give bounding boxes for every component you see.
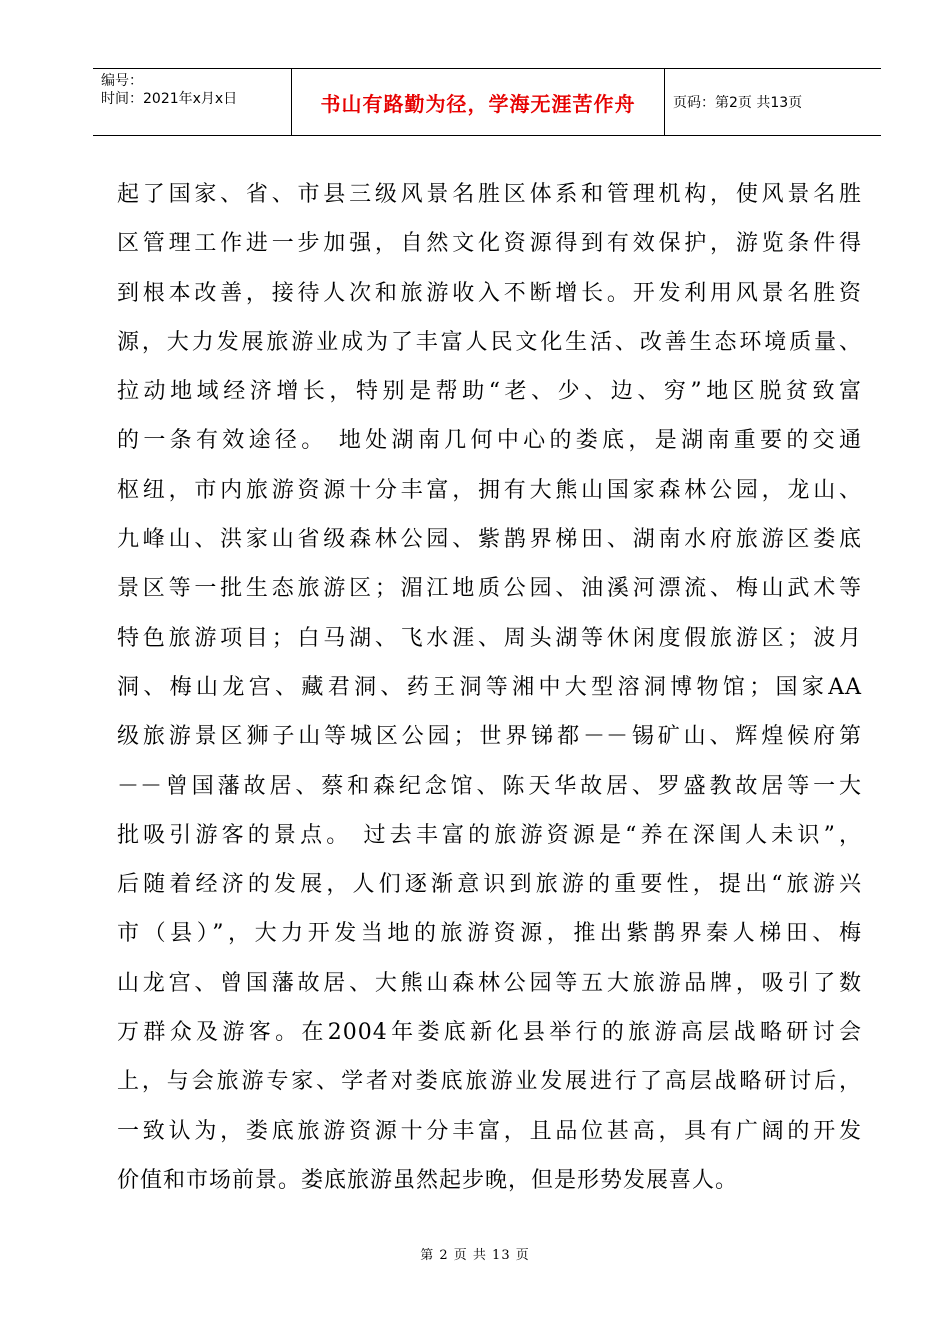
body-line: 价值和市场前景。娄底旅游虽然起步晚，但是形势发展喜人。 [117,1167,739,1193]
page-header [93,68,881,136]
body-line: 一致认为，娄底旅游资源十分丰富，且品位甚高，具有广阔的开发 [117,1118,862,1144]
header-page-info: 页码：第2页 共13页 [673,95,803,111]
body-line: 枢纽，市内旅游资源十分丰富，拥有大熊山国家森林公园，龙山、 [117,477,862,503]
body-line: 拉动地域经济增长，特别是帮助“老、少、边、穷”地区脱贫致富 [117,379,862,405]
body-line: 上，与会旅游专家、学者对娄底旅游业发展进行了高层战略研讨后， [117,1069,862,1095]
body-line: 起了国家、省、市县三级风景名胜区体系和管理机构，使风景名胜 [117,182,862,207]
body-line: 批吸引游客的景点。 过去丰富的旅游资源是“养在深闺人未识”， [117,822,862,848]
body-line: 市（县）”，大力开发当地的旅游资源，推出紫鹊界秦人梯田、梅 [117,921,862,947]
doc-code-label: 编号： [101,73,143,89]
body-line: 的一条有效途径。 地处湖南几何中心的娄底，是湖南重要的交通 [117,428,862,454]
body-line: 万群众及游客。在2004年娄底新化县举行的旅游高层战略研讨会 [117,1020,862,1046]
body-line: 级旅游景区狮子山等城区公园；世界锑都－－锡矿山、辉煌候府第 [117,724,862,750]
body-line: －－曾国藩故居、蔡和森纪念馆、陈天华故居、罗盛教故居等一大 [117,773,862,799]
body-text [117,170,862,1205]
header-motto: 书山有路勤为径，学海无涯苦作舟 [292,69,665,135]
body-line: 特色旅游项目；白马湖、飞水涯、周头湖等休闲度假旅游区；波月 [117,625,862,651]
body-line: 九峰山、洪家山省级森林公园、紫鹊界梯田、湖南水府旅游区娄底 [117,527,862,553]
header-meta [93,69,292,135]
body-line: 到根本改善，接待人次和旅游收入不断增长。开发利用风景名胜资 [117,280,862,306]
body-line: 景区等一批生态旅游区；湄江地质公园、油溪河漂流、梅山武术等 [117,576,862,602]
body-line: 区管理工作进一步加强，自然文化资源得到有效保护，游览条件得 [117,231,862,257]
body-line: 山龙宫、曾国藩故居、大熊山森林公园等五大旅游品牌，吸引了数 [117,970,862,996]
doc-time-label: 时间：2021年x月x日 [101,91,238,107]
body-line: 源，大力发展旅游业成为了丰富人民文化生活、改善生态环境质量、 [117,329,862,355]
body-line: 洞、梅山龙宫、藏君洞、药王洞等湘中大型溶洞博物馆；国家AA [117,674,862,700]
body-line: 后随着经济的发展，人们逐渐意识到旅游的重要性，提出“旅游兴 [117,872,862,898]
page-footer: 第 2 页 共 13 页 [420,1248,530,1263]
